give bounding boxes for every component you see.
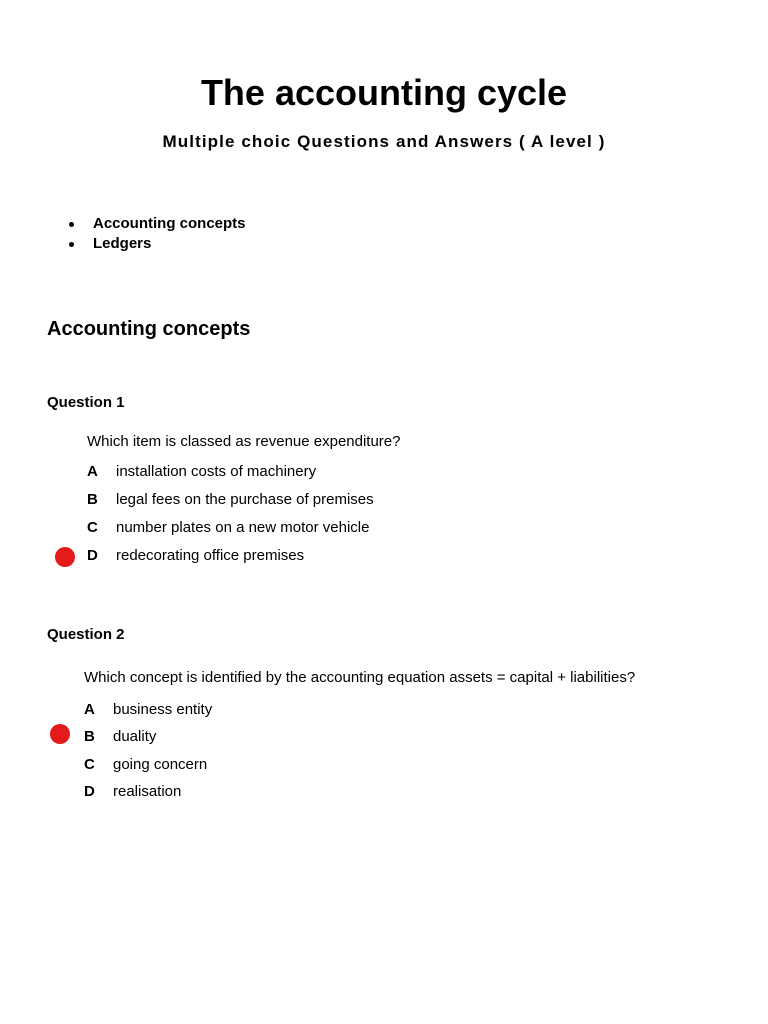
option-text: number plates on a new motor vehicle — [116, 519, 370, 536]
question-label: Question 1 — [47, 394, 125, 411]
option-text: installation costs of machinery — [116, 463, 317, 480]
option-letter: D — [84, 783, 95, 800]
option-text: legal fees on the purchase of premises — [116, 491, 374, 508]
section-heading: Accounting concepts — [47, 318, 251, 340]
document-subtitle: Multiple choic Questions and Answers ( A level ) — [162, 132, 606, 151]
question-text: Which item is classed as revenue expenditure? — [87, 433, 401, 450]
option-letter: A — [84, 701, 95, 718]
option-text: going concern — [113, 756, 208, 773]
document-title: The accounting cycle — [200, 72, 568, 113]
bullet-icon — [69, 222, 74, 227]
answer-marker-dot — [50, 724, 70, 744]
option-letter: C — [84, 756, 95, 773]
question-label: Question 2 — [47, 626, 125, 643]
option-letter: C — [87, 519, 98, 536]
question-text: Which concept is identified by the accounting equation assets = capital + liabilities? — [84, 669, 636, 686]
answer-marker-dot — [55, 547, 75, 567]
toc-item — [66, 214, 246, 234]
option-text: redecorating office premises — [116, 547, 305, 564]
option-text: realisation — [113, 783, 182, 800]
option-letter: B — [84, 728, 95, 745]
option-letter: D — [87, 547, 98, 564]
toc-item-label: Ledgers — [93, 235, 152, 252]
option-text: duality — [113, 728, 157, 745]
option-letter: A — [87, 463, 98, 480]
toc-item — [66, 234, 246, 254]
toc-item-label: Accounting concepts — [93, 215, 246, 232]
bullet-icon — [69, 242, 74, 247]
option-letter: B — [87, 491, 98, 508]
option-text: business entity — [113, 701, 213, 718]
toc-list — [66, 214, 246, 254]
